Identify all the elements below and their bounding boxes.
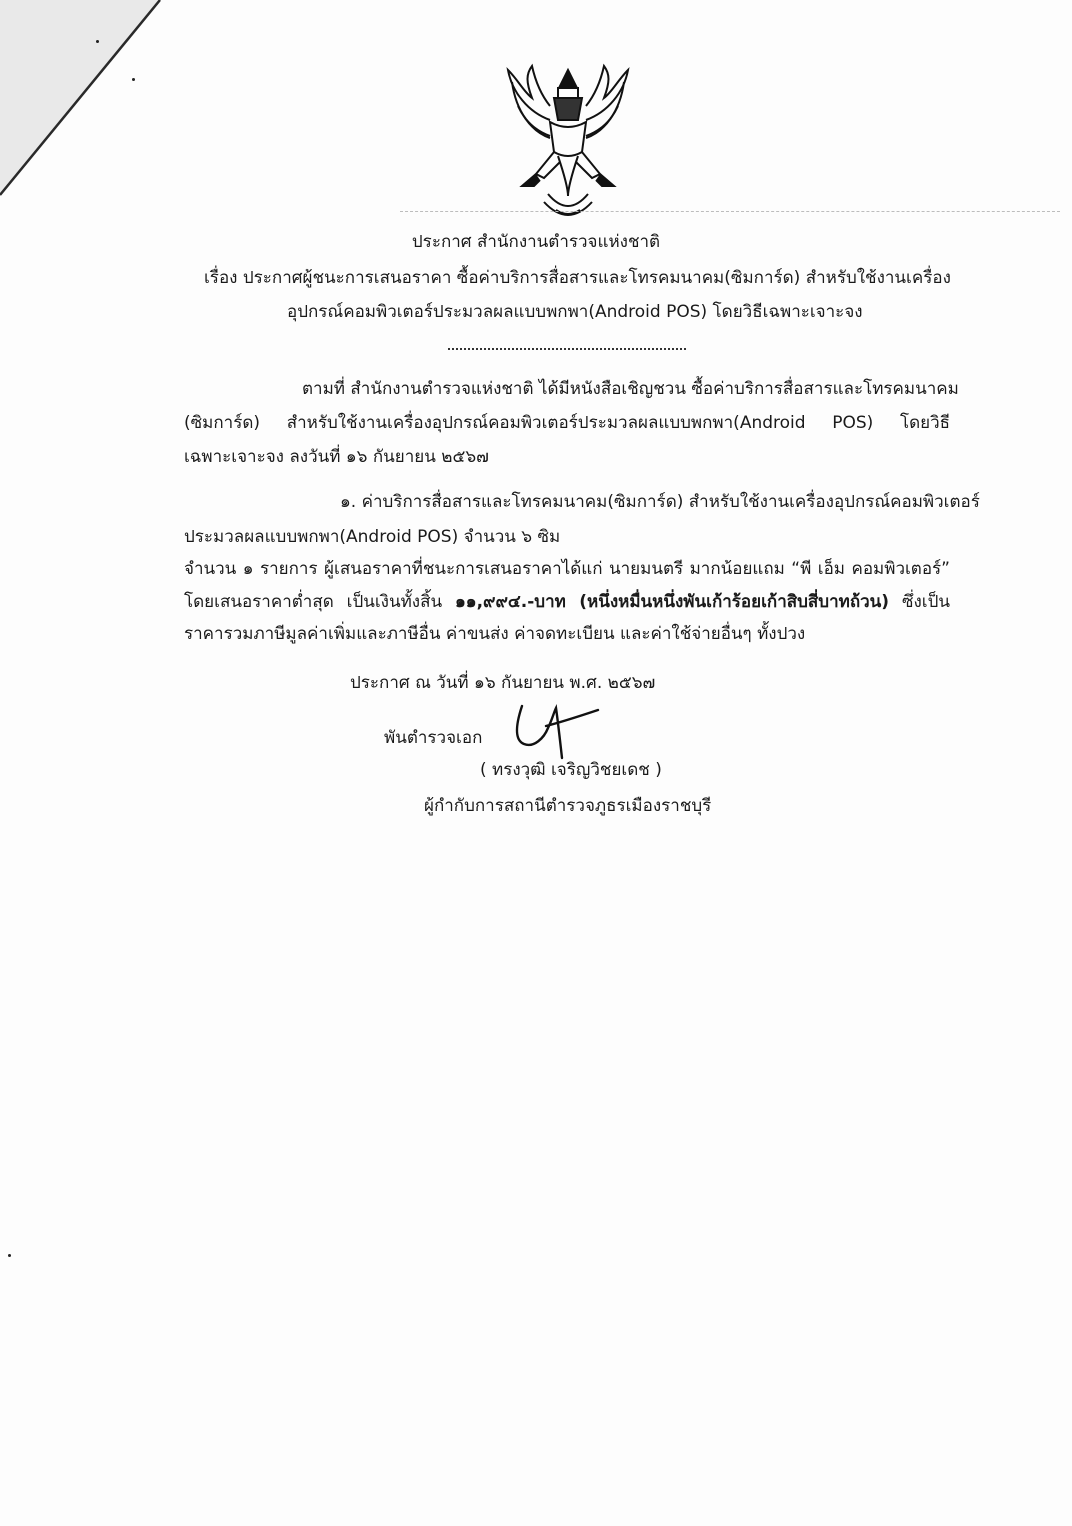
signatory-name: ( ทรงวุฒิ เจริญวิชยเดช ) [480, 760, 662, 780]
signatory-position: ผู้กำกับการสถานีตำรวจภูธรเมืองราชบุรี [424, 796, 712, 816]
intro-line-1: ตามที่ สำนักงานตำรวจแห่งชาติ ได้มีหนังสือเชิญชวน ซื้อค่าบริการสื่อสารและโทรคมนาคม [302, 379, 959, 399]
item-line-1: ๑. ค่าบริการสื่อสารและโทรคมนาคม(ซิมการ์ด) สำหรับใช้งานเครื่องอุปกรณ์คอมพิวเตอร์ [340, 492, 980, 512]
dotted-separator [448, 348, 686, 350]
intro-line-3: เฉพาะเจาะจง ลงวันที่ ๑๖ กันยายน ๒๕๖๗ [184, 447, 489, 467]
folded-corner-shadow [0, 0, 170, 200]
handwritten-signature [506, 700, 606, 762]
header-rule [400, 211, 1060, 212]
item-line-3: จำนวน ๑ รายการ ผู้เสนอราคาที่ชนะการเสนอราคาได้แก่ นายมนตรี มากน้อยแถม “พี เอ็ม คอมพิวเตอร์” [184, 559, 950, 579]
winning-bid-amount: ๑๑,๙๙๔.-บาท (หนึ่งหมื่นหนึ่งพันเก้าร้อยเก้าสิบสี่บาทถ้วน) [454, 592, 890, 612]
intro-line-2: (ซิมการ์ด) สำหรับใช้งานเครื่องอุปกรณ์คอมพิวเตอร์ประมวลผลแบบพกพา(Android POS) โดยวิธี [184, 413, 950, 433]
garuda-emblem-icon [498, 62, 638, 220]
price-lead-text: โดยเสนอราคาต่ำสุด เป็นเงินทั้งสิ้น [184, 592, 455, 612]
scan-speck [132, 78, 135, 81]
scan-speck [96, 40, 99, 43]
item-line-5: ราคารวมภาษีมูลค่าเพิ่มและภาษีอื่น ค่าขนส่ง ค่าจดทะเบียน และค่าใช้จ่ายอื่นๆ ทั้งปวง [184, 624, 806, 644]
scan-speck [8, 1254, 11, 1257]
item-line-2: ประมวลผลแบบพกพา(Android POS) จำนวน ๖ ซิม [184, 527, 561, 547]
signatory-rank: พันตำรวจเอก [384, 728, 483, 748]
agency-title: ประกาศ สำนักงานตำรวจแห่งชาติ [411, 232, 661, 252]
subject-line-2: อุปกรณ์คอมพิวเตอร์ประมวลผลแบบพกพา(Android POS) โดยวิธีเฉพาะเจาะจง [287, 302, 863, 322]
price-trail-text: ซึ่งเป็น [889, 592, 951, 612]
announce-date: ประกาศ ณ วันที่ ๑๖ กันยายน พ.ศ. ๒๕๖๗ [350, 673, 656, 693]
subject-line-1: เรื่อง ประกาศผู้ชนะการเสนอราคา ซื้อค่าบริการสื่อสารและโทรคมนาคม(ซิมการ์ด) สำหรับใช้งานเครื่อง [204, 268, 951, 288]
item-line-4 [184, 592, 950, 612]
